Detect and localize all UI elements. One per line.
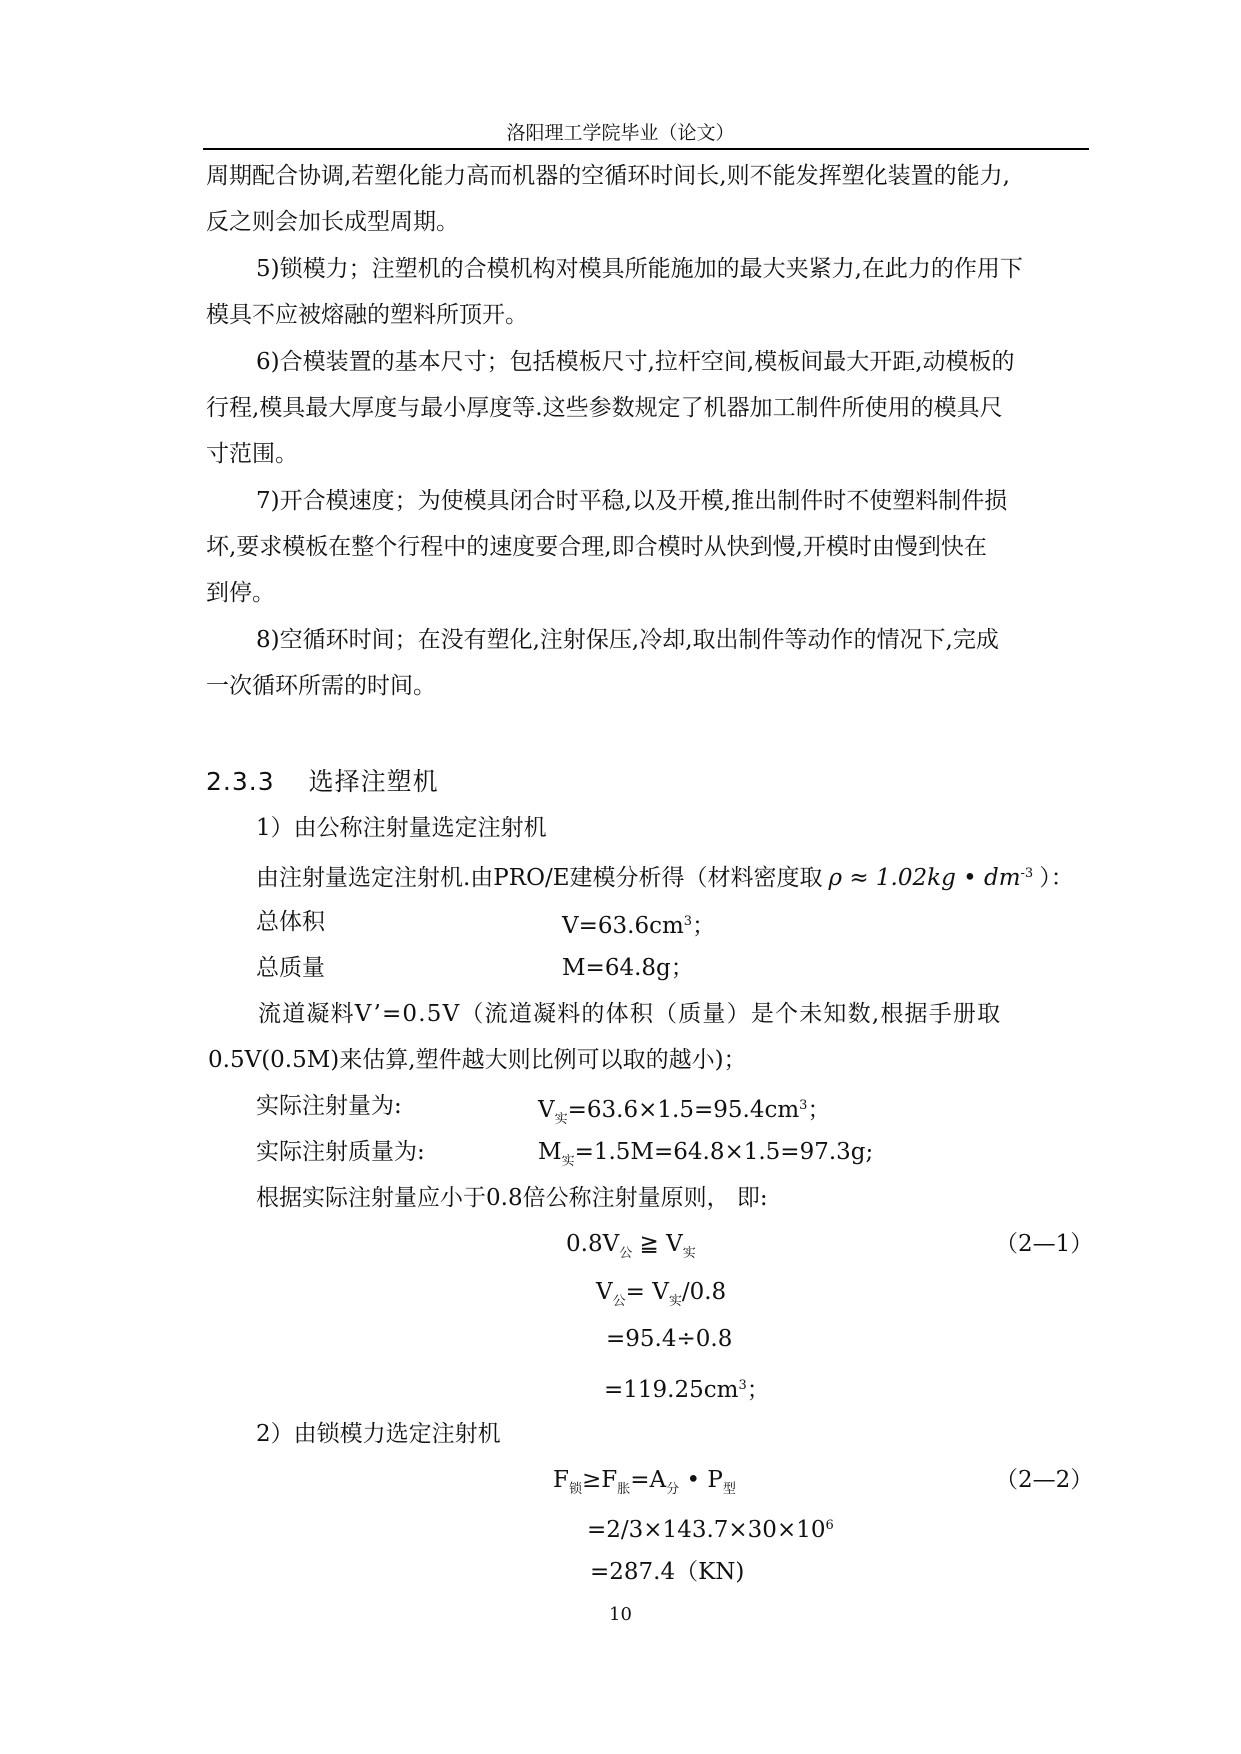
eq2-sub1: 公 bbox=[612, 1294, 626, 1309]
actual-volume-number: =63.6×1.5=95.4cm bbox=[567, 1097, 800, 1123]
equation-line bbox=[587, 1512, 834, 1544]
eq2-mid: = V bbox=[625, 1279, 669, 1305]
equation-line: =95.4÷0.8 bbox=[606, 1326, 733, 1352]
eq6-value: =2/3×143.7×30×10 bbox=[587, 1517, 826, 1543]
header-rule bbox=[203, 148, 1089, 150]
total-volume-label: 总体积 bbox=[256, 909, 325, 935]
runner-line: 0.5V(0.5M)来估算,塑件越大则比例可以取的越小)； bbox=[208, 1047, 747, 1073]
actual-mass-subscript: 实 bbox=[561, 1154, 575, 1169]
density-line bbox=[256, 860, 1074, 892]
paragraph-line: 5)锁模力；注塑机的合模机构对模具所能施加的最大夹紧力,在此力的作用下 bbox=[256, 256, 1023, 282]
eq5-mid: ≥F bbox=[581, 1467, 618, 1493]
equation-line: =287.4（KN) bbox=[590, 1559, 745, 1585]
equation-2-2 bbox=[553, 1466, 736, 1504]
actual-mass-number: =1.5M=64.8×1.5=97.3g; bbox=[574, 1139, 874, 1165]
paragraph-line: 行程,模具最大厚度与最小厚度等.这些参数规定了机器加工制件所使用的模具尺 bbox=[206, 395, 1003, 421]
total-volume-number: V=63.6cm bbox=[562, 913, 684, 939]
eq5-eq: =A bbox=[630, 1467, 667, 1493]
total-volume-tail: ； bbox=[692, 913, 716, 939]
paragraph-line: 8)空循环时间；在没有塑化,注射保压,冷却,取出制件等动作的情况下,完成 bbox=[256, 627, 999, 653]
paragraph-line: 模具不应被熔融的塑料所顶开。 bbox=[206, 302, 528, 328]
actual-volume-symbol: V bbox=[538, 1097, 555, 1123]
eq5-sub1: 锁 bbox=[568, 1482, 582, 1497]
eq5-dot: • P bbox=[679, 1467, 723, 1493]
actual-volume-value: $V_实=63.6\times 1.5=95.4cm^3$； bbox=[538, 1097, 831, 1127]
equation-2-1 bbox=[566, 1230, 696, 1268]
eq2-rest: /0.8 bbox=[681, 1279, 727, 1305]
eq4-value: =119.25cm bbox=[604, 1377, 739, 1403]
paragraph-line: 到停。 bbox=[206, 580, 275, 606]
actual-volume-tail: ； bbox=[807, 1097, 831, 1123]
density-intro: 由注射量选定注射机.由PRO/E建模分析得（材料密度取 bbox=[256, 865, 823, 891]
eq1-sub1: 公 bbox=[619, 1246, 633, 1261]
paragraph-line: 周期配合协调,若塑化能力高而机器的空循环时间长,则不能发挥塑化装置的能力, bbox=[206, 163, 1010, 189]
section-number: 2.3.3 bbox=[206, 767, 275, 796]
actual-mass-value bbox=[538, 1138, 873, 1176]
list-item: 1）由公称注射量选定注射机 bbox=[256, 815, 547, 841]
density-exponent: -3 bbox=[1020, 866, 1034, 881]
equation-line bbox=[596, 1278, 726, 1316]
equation-number: （2—2） bbox=[995, 1467, 1094, 1493]
page-header-title: 洛阳理工学院毕业（论文） bbox=[506, 122, 735, 144]
density-close: ）： bbox=[1039, 865, 1074, 891]
section-title: 选择注塑机 bbox=[308, 767, 439, 796]
paragraph-line: 6)合模装置的基本尺寸；包括模板尺寸,拉杆空间,模板间最大开距,动模板的 bbox=[256, 349, 1015, 375]
eq1-sub2: 实 bbox=[682, 1246, 696, 1261]
paragraph-line: 一次循环所需的时间。 bbox=[206, 673, 436, 699]
eq5-symbol: F bbox=[553, 1467, 569, 1493]
total-mass-value: M=64.8g； bbox=[562, 955, 694, 981]
page-number: 10 bbox=[609, 1604, 632, 1625]
equation-line: $=119.25cm^3$； bbox=[604, 1377, 770, 1403]
eq5-sub4: 型 bbox=[722, 1482, 736, 1497]
actual-mass-label: 实际注射质量为: bbox=[256, 1139, 425, 1165]
total-mass-label: 总质量 bbox=[256, 955, 325, 981]
actual-volume-subscript: 实 bbox=[554, 1112, 568, 1127]
paragraph-line: 7)开合模速度；为使模具闭合时平稳,以及开模,推出制件时不使塑料制件损 bbox=[256, 488, 1008, 514]
actual-volume-label: 实际注射量为: bbox=[256, 1093, 402, 1119]
paragraph-line: 寸范围。 bbox=[206, 441, 298, 467]
eq2-symbol: V bbox=[596, 1279, 613, 1305]
eq1-lhs: 0.8V bbox=[566, 1231, 620, 1257]
eq1-mid: ≧ V bbox=[632, 1231, 683, 1257]
eq5-sub2: 胀 bbox=[617, 1482, 631, 1497]
section-heading bbox=[206, 762, 439, 798]
total-volume-value: $V=63.6cm^3$； bbox=[562, 913, 716, 939]
runner-line: 流道凝料V’=0.5V（流道凝料的体积（质量）是个未知数,根据手册取 bbox=[258, 1001, 1002, 1027]
equation-number: （2—1） bbox=[995, 1231, 1094, 1257]
eq2-sub2: 实 bbox=[668, 1294, 682, 1309]
eq5-sub3: 分 bbox=[666, 1482, 680, 1497]
paragraph-line: 坏,要求模板在整个行程中的速度要合理,即合模时从快到慢,开模时由慢到快在 bbox=[206, 534, 987, 560]
actual-mass-symbol: M bbox=[538, 1139, 562, 1165]
principle-line: 根据实际注射量应小于0.8倍公称注射量原则， 即: bbox=[256, 1185, 768, 1211]
eq6-exponent: 6 bbox=[825, 1518, 834, 1533]
list-item: 2）由锁模力选定注射机 bbox=[256, 1421, 501, 1447]
eq4-tail: ； bbox=[746, 1377, 770, 1403]
density-formula: ρ ≈ 1.02kg • dm bbox=[828, 865, 1021, 891]
paragraph-line: 反之则会加长成型周期。 bbox=[206, 209, 459, 235]
